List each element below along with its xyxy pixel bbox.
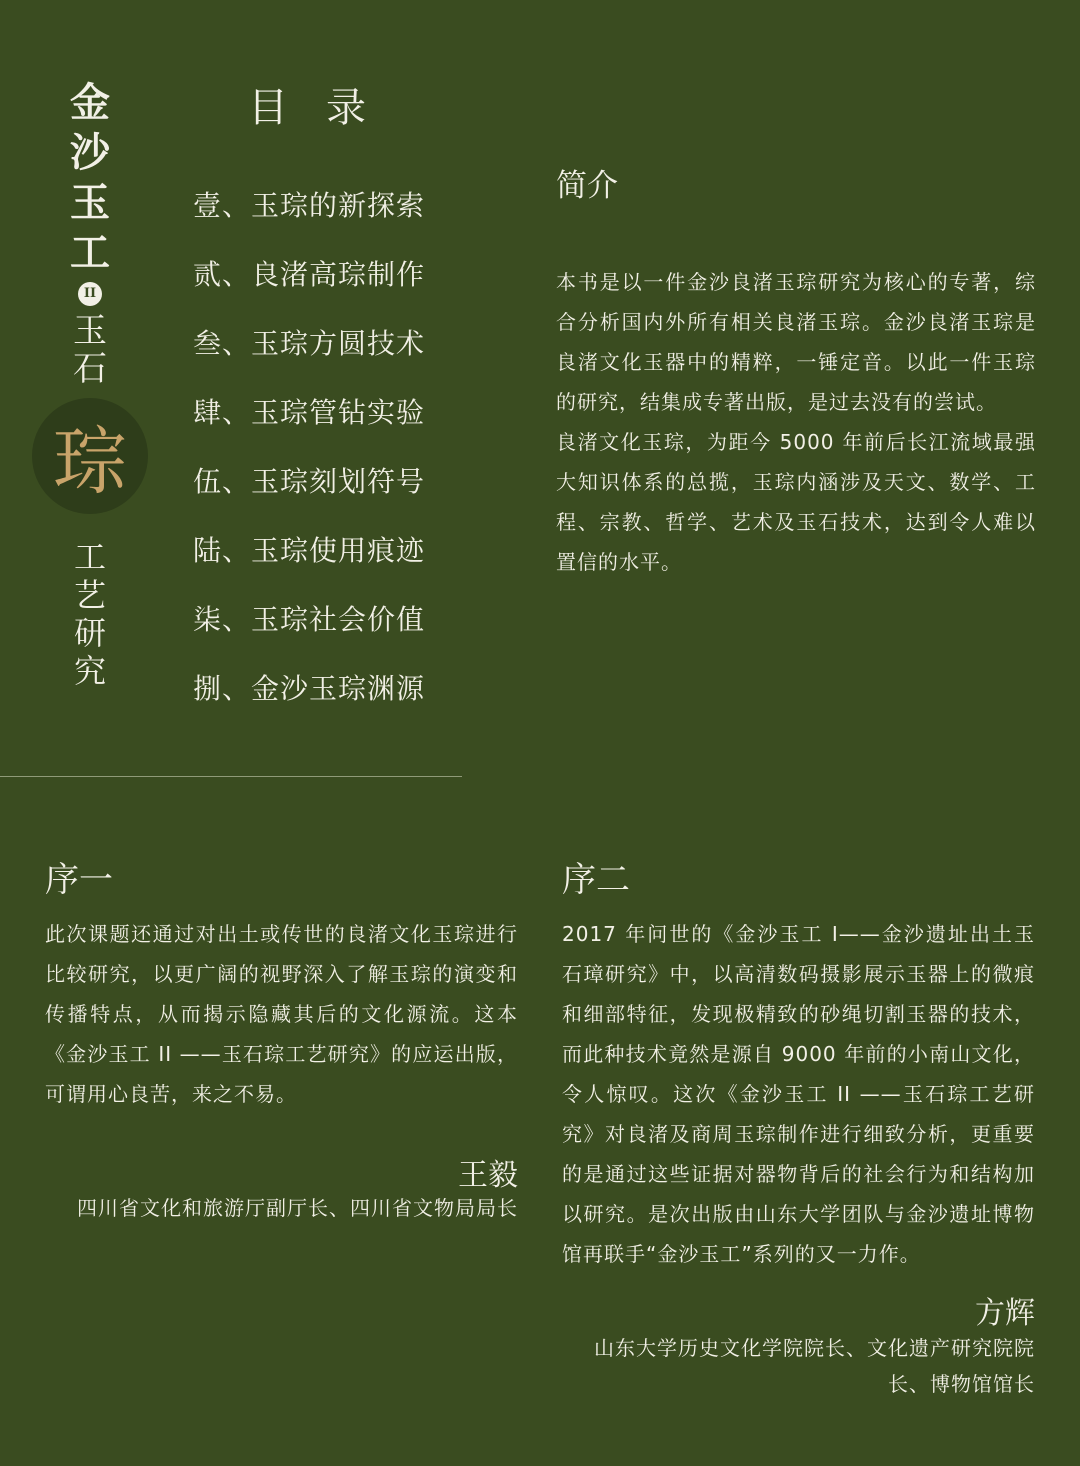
preface2-heading: 序二 — [562, 860, 630, 900]
highlight-char: 琮 — [53, 419, 127, 505]
toc-item[interactable]: 贰、良渚高琮制作 — [193, 258, 426, 291]
book-title-vertical — [53, 78, 127, 690]
volume-badge: II — [78, 282, 102, 306]
preface1-heading: 序一 — [45, 860, 113, 900]
toc-item[interactable]: 伍、玉琮刻划符号 — [193, 465, 426, 498]
subtitle2-char: 研 — [73, 614, 106, 652]
preface1-author-title: 四川省文化和旅游厅副厅长、四川省文物局局长 — [77, 1196, 518, 1220]
intro-body — [556, 262, 1036, 582]
intro-heading: 简介 — [556, 168, 618, 204]
preface2-body: 2017 年问世的《金沙玉工 I——金沙遗址出土玉石璋研究》中，以高清数码摄影展示玉器上的微痕和细部特征，发现极精致的砂绳切割玉器的技术，而此种技术竟然是源自 9000 年前的小南山文化，令人惊叹。这次《金沙玉工 II ——玉石琮工艺研究》对良渚及商周玉琮制作进行细致分析，更重要的是通过这些证据对器物背后的社会行为和结构加以研究。是次出版由山东大学团队与金沙遗址博物馆再联手“金沙玉工”系列的又一力作。 — [562, 922, 1035, 1266]
subtitle-char: 石 — [73, 349, 107, 389]
title-char: 玉 — [70, 179, 110, 226]
divider — [0, 776, 462, 777]
preface1-body: 此次课题还通过对出土或传世的良渚文化玉琮进行比较研究，以更广阔的视野深入了解玉琮的演变和传播特点，从而揭示隐藏其后的文化源流。这本《金沙玉工 II ——玉石琮工艺研究》的应运出版，可谓用心良苦，来之不易。 — [45, 922, 518, 1106]
toc-item[interactable]: 陆、玉琮使用痕迹 — [193, 534, 426, 567]
toc-item[interactable]: 叁、玉琮方圆技术 — [193, 327, 426, 360]
preface2-author-title: 山东大学历史文化学院院长、文化遗产研究院院长、博物馆馆长 — [594, 1336, 1035, 1396]
title-char: 工 — [70, 229, 110, 276]
preface2-author: 方辉 — [975, 1296, 1035, 1331]
title-char: 沙 — [70, 129, 110, 176]
subtitle2-char: 艺 — [73, 576, 106, 614]
toc-title: 目录 — [248, 85, 404, 131]
toc-item[interactable]: 肆、玉琮管钻实验 — [193, 396, 426, 429]
toc-item[interactable]: 壹、玉琮的新探索 — [193, 189, 426, 222]
title-char: 金 — [70, 79, 110, 126]
toc-item[interactable]: 柒、玉琮社会价值 — [193, 603, 426, 636]
subtitle2-char: 工 — [73, 538, 106, 576]
subtitle2-char: 究 — [73, 652, 106, 690]
subtitle-char: 玉 — [73, 311, 107, 351]
preface1-author: 王毅 — [458, 1158, 518, 1193]
highlight-circle — [32, 398, 148, 514]
toc-item[interactable]: 捌、金沙玉琮渊源 — [193, 672, 426, 705]
intro-paragraph: 良渚文化玉琮，为距今 5000 年前后长江流域最强大知识体系的总揽，玉琮内涵涉及天文、数学、工程、宗教、哲学、艺术及玉石技术，达到令人难以置信的水平。 — [556, 430, 1036, 574]
intro-paragraph: 本书是以一件金沙良渚玉琮研究为核心的专著，综合分析国内外所有相关良渚玉琮。金沙良渚玉琮是良渚文化玉器中的精粹，一锤定音。以此一件玉琮的研究，结集成专著出版，是过去没有的尝试。 — [556, 270, 1036, 414]
